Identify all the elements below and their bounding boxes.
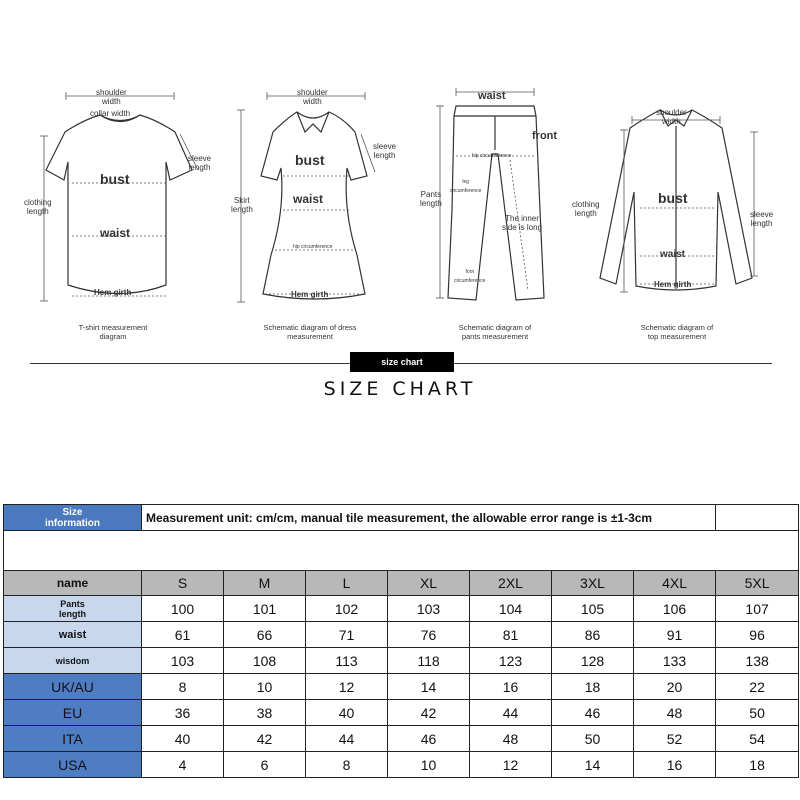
table-cell: 10	[224, 674, 306, 700]
table-cell: 128	[552, 648, 634, 674]
info-row	[4, 505, 799, 531]
table-cell: 52	[634, 726, 716, 752]
foot-circumference-label: foot circumference	[454, 269, 486, 284]
table-cell: 61	[142, 622, 224, 648]
table-cell: 104	[470, 596, 552, 622]
header-size-l: L	[306, 571, 388, 596]
table-cell: 100	[142, 596, 224, 622]
row-label: EU	[4, 700, 142, 726]
table-cell: 138	[716, 648, 799, 674]
waist-label: waist	[100, 226, 131, 240]
sleeve-length-label: sleeve length	[188, 154, 212, 172]
table-cell: 6	[224, 752, 306, 778]
clothing-length-label: clothing length	[572, 200, 600, 218]
table-cell: 103	[142, 648, 224, 674]
hip-circumference-label: hip circumference	[472, 153, 512, 159]
header-size-3xl: 3XL	[552, 571, 634, 596]
table-cell: 44	[470, 700, 552, 726]
front-label: front	[532, 130, 558, 142]
table-cell: 18	[716, 752, 799, 778]
bust-label: bust	[100, 171, 130, 187]
dress-caption: Schematic diagram of dress measurement	[263, 323, 357, 341]
row-label: ITA	[4, 726, 142, 752]
top-caption: Schematic diagram of top measurement	[640, 323, 714, 341]
hem-girth-label: Hem girth	[94, 288, 132, 297]
table-row	[4, 674, 799, 700]
table-cell: 12	[470, 752, 552, 778]
size-chart-title: SIZE CHART	[323, 378, 477, 400]
row-label: wisdom	[4, 648, 142, 674]
pants-caption: Schematic diagram of pants measurement	[458, 323, 532, 341]
waist-label: waist	[660, 249, 686, 260]
table-cell: 22	[716, 674, 799, 700]
bust-label: bust	[658, 190, 688, 206]
table-cell: 18	[552, 674, 634, 700]
table-cell: 50	[552, 726, 634, 752]
waist-label: waist	[478, 90, 506, 102]
table-cell: 54	[716, 726, 799, 752]
row-label: waist	[4, 622, 142, 648]
row-label: Pants length	[4, 596, 142, 622]
header-size-5xl: 5XL	[716, 571, 799, 596]
table-cell: 118	[388, 648, 470, 674]
size-chart-badge: size chart	[350, 352, 454, 372]
inner-side-label: The inner side is long	[502, 214, 543, 232]
waist-label: waist	[293, 192, 324, 206]
table-cell: 12	[306, 674, 388, 700]
row-label: UK/AU	[4, 674, 142, 700]
shoulder-width-label: shoulder width	[96, 88, 127, 106]
table-cell: 96	[716, 622, 799, 648]
table-cell: 40	[306, 700, 388, 726]
table-cell: 8	[142, 674, 224, 700]
table-cell: 113	[306, 648, 388, 674]
table-cell: 107	[716, 596, 799, 622]
size-table	[3, 504, 799, 778]
skirt-length-label: Skirt length	[231, 196, 253, 214]
table-cell: 133	[634, 648, 716, 674]
table-cell: 103	[388, 596, 470, 622]
table-cell: 105	[552, 596, 634, 622]
table-cell: 48	[634, 700, 716, 726]
table-cell: 14	[552, 752, 634, 778]
hem-girth-label: Hem girth	[291, 290, 329, 299]
table-cell: 36	[142, 700, 224, 726]
collar-width-label: collar width	[90, 109, 131, 118]
table-cell: 106	[634, 596, 716, 622]
table-cell: 46	[552, 700, 634, 726]
table-cell: 38	[224, 700, 306, 726]
sleeve-length-label: sleeve length	[750, 210, 774, 228]
table-row	[4, 752, 799, 778]
table-cell: 108	[224, 648, 306, 674]
table-cell: 48	[470, 726, 552, 752]
leg-circumference-label: leg circumference	[450, 179, 482, 194]
table-cell: 71	[306, 622, 388, 648]
table-row	[4, 700, 799, 726]
shoulder-width-label: shoulder width	[656, 108, 687, 126]
table-cell: 16	[470, 674, 552, 700]
table-cell: 4	[142, 752, 224, 778]
header-size-xl: XL	[388, 571, 470, 596]
table-cell: 66	[224, 622, 306, 648]
table-cell: 14	[388, 674, 470, 700]
measurement-diagrams	[0, 80, 800, 350]
table-cell: 42	[224, 726, 306, 752]
table-cell: 40	[142, 726, 224, 752]
spacer-row	[4, 531, 799, 571]
table-cell: 102	[306, 596, 388, 622]
table-cell: 50	[716, 700, 799, 726]
header-name: name	[4, 571, 142, 596]
table-cell: 8	[306, 752, 388, 778]
hip-circumference-label: hip circumference	[293, 244, 333, 250]
table-row	[4, 726, 799, 752]
table-cell: 44	[306, 726, 388, 752]
table-cell: 81	[470, 622, 552, 648]
table-cell: 123	[470, 648, 552, 674]
table-row	[4, 648, 799, 674]
pants-length-label: Pants length	[420, 190, 442, 208]
header-row	[4, 571, 799, 596]
measurement-note: Measurement unit: cm/cm, manual tile measurement, the allowable error range is ±1-3cm	[142, 505, 716, 531]
table-cell: 91	[634, 622, 716, 648]
table-row	[4, 596, 799, 622]
header-size-s: S	[142, 571, 224, 596]
sleeve-length-label: sleeve length	[373, 142, 397, 160]
pants-diagram	[410, 80, 580, 350]
table-cell: 42	[388, 700, 470, 726]
header-size-2xl: 2XL	[470, 571, 552, 596]
row-label: USA	[4, 752, 142, 778]
dress-diagram	[225, 80, 415, 350]
table-cell: 46	[388, 726, 470, 752]
shoulder-width-label: shoulder width	[297, 88, 328, 106]
header-size-m: M	[224, 571, 306, 596]
table-cell: 10	[388, 752, 470, 778]
tshirt-diagram	[20, 80, 210, 350]
empty-cell	[716, 505, 799, 531]
empty-spacer	[4, 531, 799, 571]
table-cell: 86	[552, 622, 634, 648]
bust-label: bust	[295, 152, 325, 168]
top-diagram	[570, 80, 790, 350]
table-row	[4, 622, 799, 648]
size-information-label: Size information	[4, 505, 142, 531]
table-cell: 16	[634, 752, 716, 778]
header-size-4xl: 4XL	[634, 571, 716, 596]
tshirt-caption: T-shirt measurement diagram	[78, 323, 148, 341]
table-cell: 76	[388, 622, 470, 648]
table-cell: 20	[634, 674, 716, 700]
hem-girth-label: Hem girth	[654, 280, 692, 289]
table-cell: 101	[224, 596, 306, 622]
clothing-length-label: clothing length	[24, 198, 52, 216]
